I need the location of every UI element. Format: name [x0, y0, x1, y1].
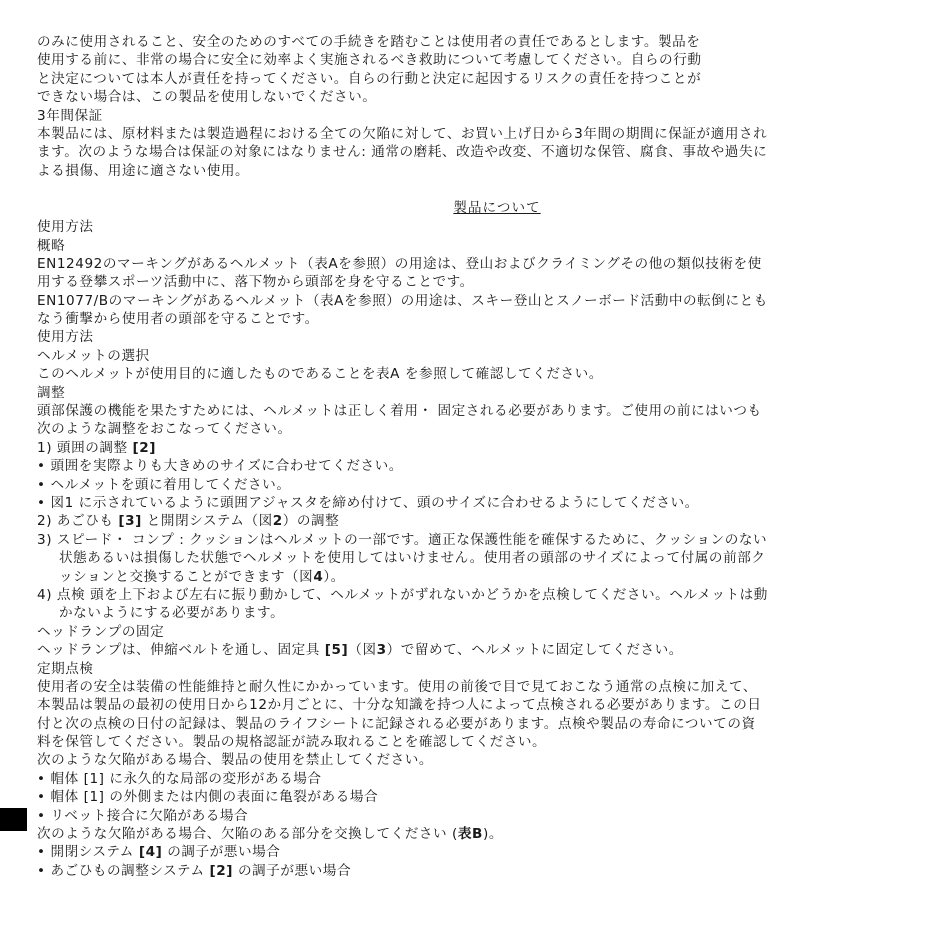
usage-heading: 使用方法 — [37, 219, 94, 236]
step-1-bullet: • ヘルメットを頭に着用してください。 — [37, 476, 291, 493]
intro-line: 使用する前に、非常の場合に安全に効率よく実施されるべき救助について考慮してください。自らの行動 — [37, 52, 702, 69]
inspection-heading: 定期点検 — [37, 660, 94, 677]
step-1-bullet: • 頭囲を実際よりも大きめのサイズに合わせてください。 — [37, 458, 403, 475]
adjust-line: 頭部保護の機能を果たすためには、ヘルメットは正しく着用・ 固定される必要があります。ご使用の前にはいつも — [37, 403, 762, 420]
adjust-heading: 調整 — [37, 384, 66, 401]
step-3: 3) スピード・ コンプ : クッションはヘルメットの一部です。適正な保護性能を確保するために、クッションのない — [37, 531, 768, 548]
step-1: 1) 頭囲の調整 [2] — [37, 439, 157, 456]
step-4: 4) 点検 頭を上下および左右に振り動かして、ヘルメットがずれないかどうかを点検してください。ヘルメットは動 — [37, 586, 768, 603]
defect-bullet: • リベット接合に欠陥がある場合 — [37, 807, 249, 824]
overview-line: 用する登攀スポーツ活動中に、落下物から頭部を身を守ることです。 — [37, 274, 474, 291]
intro-line: のみに使用されること、安全のためのすべての手続きを踏むことは使用者の責任であるとします。製品を — [37, 34, 701, 50]
document-page — [37, 33, 867, 880]
step-1-bullet: • 図1 に示されているように頭囲アジャスタを締め付けて、頭のサイズに合わせるようにしてください。 — [37, 494, 699, 511]
headlamp-text: ヘッドランプは、伸縮ベルトを通し、固定具 [5]（図3）で留めて、ヘルメットに固定してください。 — [37, 642, 683, 659]
defect-bullet: • 帽体 [1] の外側または内側の表面に亀裂がある場合 — [37, 789, 379, 806]
replace-part-bullet: • 開閉システム [4] の調子が悪い場合 — [37, 844, 281, 861]
overview-line: EN1077/Bのマーキングがあるヘルメット（表Aを参照）の用途は、スキー登山とスノーボード活動中の転倒にとも — [37, 292, 768, 309]
warranty-line: 本製品には、原材料または製造過程における全ての欠陥に対して、お買い上げ日から3年間の期間に保証が適用され — [37, 125, 768, 142]
overview-heading: 概略 — [37, 237, 66, 254]
overview-line: EN12492のマーキングがあるヘルメット（表Aを参照）の用途は、登山およびクライミングその他の類似技術を使 — [37, 255, 762, 272]
inspection-line: 料を保管してください。製品の規格認証が読み取れることを確認してください。 — [37, 734, 547, 751]
warranty-line: よる損傷、用途に適さない使用。 — [37, 162, 250, 179]
headlamp-heading: ヘッドランプの固定 — [37, 623, 165, 640]
inspection-line: 付と次の点検の日付の記録は、製品のライフシートに記録される必要があります。点検や製品の寿命についての資 — [37, 715, 756, 732]
section-title: 製品について — [453, 200, 541, 217]
overview-line: なう衝撃から使用者の頭部を守ることです。 — [37, 311, 319, 328]
replace-text: 次のような欠陥がある場合、欠陥のある部分を交換してください (表B)。 — [37, 826, 503, 843]
inspection-line: 次のような欠陥がある場合、製品の使用を禁止してください。 — [37, 752, 434, 769]
select-heading: ヘルメットの選択 — [37, 347, 150, 364]
adjust-line: 次のような調整をおこなってください。 — [37, 421, 292, 438]
select-text: このヘルメットが使用目的に適したものであることを表A を参照して確認してください。 — [37, 366, 603, 383]
step-2: 2) あごひも [3] と開閉システム（図2）の調整 — [37, 513, 340, 530]
inspection-line: 使用者の安全は装備の性能維持と耐久性にかかっています。使用の前後で目で見ておこなう通常の点検に加えて、 — [37, 678, 757, 695]
intro-line: できない場合は、この製品を使用しないでください。 — [37, 89, 377, 106]
warranty-heading: 3年間保証 — [37, 107, 103, 124]
warranty-line: ます。次のような場合は保証の対象にはなりません: 通常の磨耗、改造や改変、不適切な保管、腐食、事故や過失に — [37, 144, 768, 161]
step-4-cont: かないようにする必要があります。 — [59, 605, 285, 622]
intro-line: と決定については本人が責任を持ってください。自らの行動と決定に起因するリスクの責任を持つことが — [37, 70, 702, 87]
page-tab-marker — [0, 808, 27, 831]
step-3-cont: ッションと交換することができます（図4）。 — [59, 568, 345, 585]
method-heading: 使用方法 — [37, 329, 94, 346]
defect-bullet: • 帽体 [1] に永久的な局部の変形がある場合 — [37, 770, 322, 787]
replace-part-bullet: • あごひもの調整システム [2] の調子が悪い場合 — [37, 862, 352, 879]
section-spacer — [37, 180, 867, 198]
step-3-cont: 状態あるいは損傷した状態でヘルメットを使用してはいけません。使用者の頭部のサイズによって付属の前部ク — [59, 550, 766, 567]
inspection-line: 本製品は製品の最初の使用日から12か月ごとに、十分な知識を持つ人によって点検される必要があります。この日 — [37, 697, 762, 714]
